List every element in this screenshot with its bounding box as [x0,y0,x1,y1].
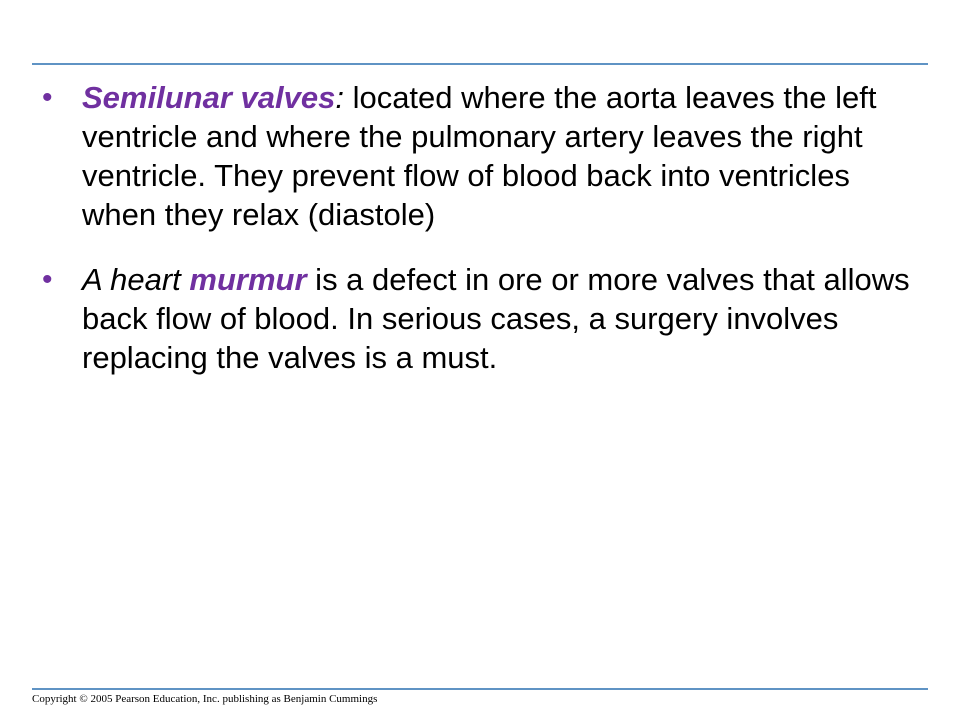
bullet-heart-murmur [42,260,922,377]
bullet-mark: • [42,263,53,296]
bullet-semilunar-valves [42,78,922,234]
term-murmur: murmur [189,262,307,297]
bullet-text: located where the aorta leaves the left ventricle and where the pulmonary artery leaves the right ventricle. They prevent flow of blood back into ventricles when they relax (diastole) [82,80,877,232]
term-semilunar-valves: Semilunar valves [82,80,336,115]
bullet-list [42,78,922,377]
term-colon: : [335,80,344,115]
bullet-mark: • [42,81,53,114]
bullet-text: is a defect in ore or more valves that allows back flow of blood. In serious cases, a surgery involves replacing the valves is a must. [82,262,910,375]
copyright-notice: Copyright © 2005 Pearson Education, Inc. publishing as Benjamin Cummings [32,693,378,705]
bottom-divider [32,688,928,690]
top-divider [32,63,928,65]
bullet-lead: A heart [82,262,190,297]
